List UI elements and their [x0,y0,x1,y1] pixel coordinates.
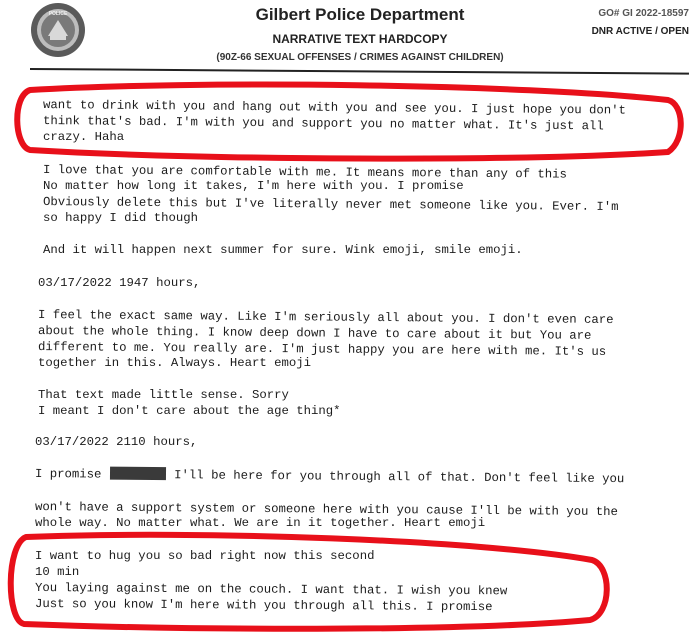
narrative-line: Just so you know I'm here with you through all this. I promise [34,597,493,615]
narrative-line: I want to hug you so bad right now this second [35,549,375,563]
narrative-line: You laying against me on the couch. I want that. I wish you knew [34,581,508,599]
header-divider [30,68,689,75]
narrative-line: And it will happen next summer for sure. Wink emoji, smile emoji. [43,243,523,257]
police-seal-icon [30,2,86,58]
timestamp-line: 03/17/2022 1947 hours, [38,276,201,290]
narrative-line: crazy. Haha [43,130,125,144]
narrative-line: about the whole thing. I know deep down I have to care about it but You are [37,324,592,343]
department-title: Gilbert Police Department [255,5,465,24]
narrative-line: together in this. Always. Heart emoji [38,356,312,370]
case-status: DNR ACTIVE / OPEN [591,26,689,37]
narrative-line: so happy I did though [43,211,198,225]
narrative-line: won't have a support system or someone here with you cause I'll be with you the [34,500,619,520]
narrative-line: think that's bad. I'm with you and support you no matter what. It's just all [42,114,604,134]
narrative-text: I'll be here for you through all of that. Don't feel like you [174,468,625,487]
seal-text: POLICE [48,11,68,17]
narrative-line: whole way. No matter what. We are in it together. Heart emoji [35,516,486,530]
timestamp-line: 03/17/2022 2110 hours, [35,435,198,449]
narrative-line: I meant I don't care about the age thing* [38,404,341,418]
document-subtitle: NARRATIVE TEXT HARDCOPY [272,32,448,46]
narrative-line: want to drink with you and hang out with you and see you. I just hope you don't [42,98,627,118]
narrative-text: I promise [34,467,102,482]
narrative-line: No matter how long it takes, I'm here with you. I promise [43,179,464,193]
narrative-line: I feel the exact same way. Like I'm seriously all about you. I don't even care [37,308,614,328]
narrative-line: different to me. You really are. I'm just happy you are here with me. It's us [37,340,607,359]
redaction-bar [110,467,166,480]
narrative-line: 10 min [35,565,80,579]
narrative-line: That text made little sense. Sorry [38,388,289,402]
narrative-line [35,466,624,486]
narrative-line: Obviously delete this but I've literally never met someone like you. Ever. I'm [42,195,619,215]
offense-category: (90Z-66 SEXUAL OFFENSES / CRIMES AGAINST CHILDREN) [216,52,504,63]
go-number: GO# GI 2022-18597 [598,8,689,19]
narrative-line: I love that you are comfortable with me. It means more than any of this [42,163,567,182]
